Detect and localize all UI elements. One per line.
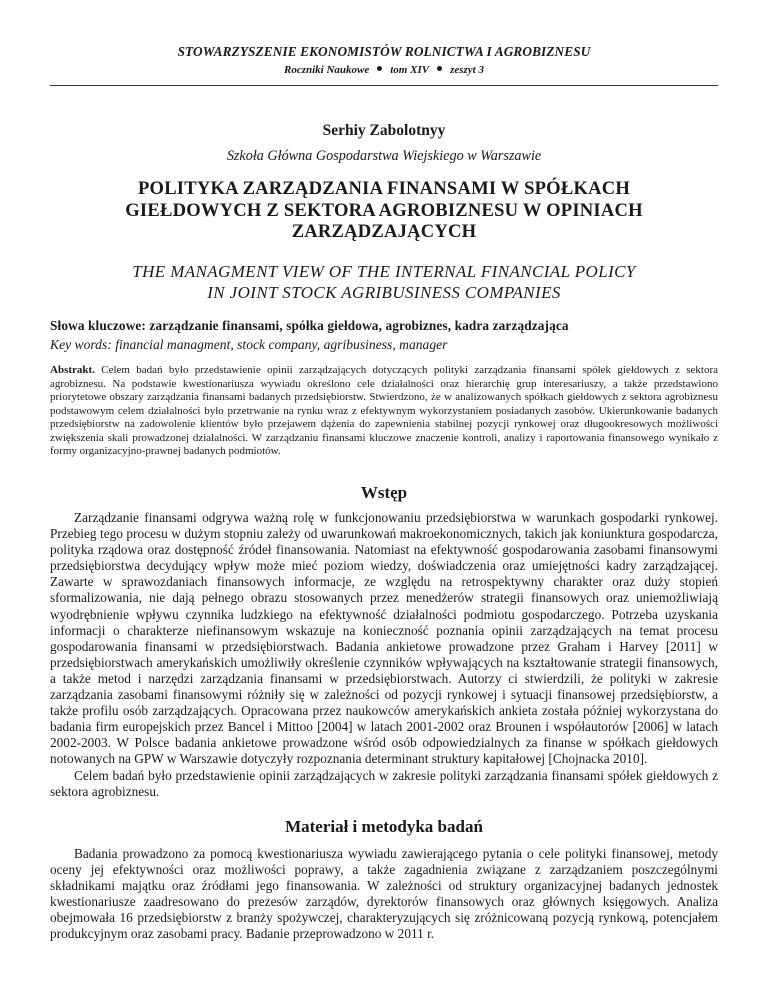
- journal-info: [50, 64, 718, 76]
- abstract: [50, 364, 718, 459]
- section-heading-methods: Materiał i metodyka badań: [285, 817, 483, 836]
- header-divider: [50, 85, 718, 86]
- keywords-english: Key words: financial managment, stock company, agribusiness, manager: [50, 337, 448, 352]
- methods-paragraph-1: Badania prowadzono za pomocą kwestionariusza wywiadu zawierającego pytania o cele polityki finansowej, metody oceny jej efektywności oraz możliwości poprawy, a także zagadnienia związane z zarządzaniem poszczególnymi składnikami majątku oraz źródłami jego finansowania. W zależności od struktury organizacyjnej badanych jednostek kwestionariusze zaadresowano do prezesów zarządów, dyrektorów finansowych oraz głównych księgowych. Analiza obejmowała 16 przedsiębiorstw z branży spożywczej, charakteryzujących się zróżnicowaną pozycją rynkową, potencjałem produkcyjnym oraz zasobami pracy. Badanie przeprowadzono w 2011 r.: [50, 846, 718, 942]
- author-affiliation: Szkoła Główna Gospodarstwa Wiejskiego w Warszawie: [226, 148, 542, 164]
- bullet-icon: [377, 66, 382, 71]
- title-english: [50, 261, 718, 303]
- section-heading-intro: Wstęp: [360, 483, 408, 502]
- title-english-line: IN JOINT STOCK AGRIBUSINESS COMPANIES: [207, 283, 561, 302]
- title-polish: [50, 178, 718, 243]
- intro-body: [50, 510, 718, 800]
- title-polish-line: ZARZĄDZAJĄCYCH: [291, 221, 477, 242]
- abstract-text: Celem badań było przedstawienie opinii zarządzających dotyczących polityki zarządzania finansami spółek giełdowych z sektora agrobiznesu. Na podstawie kwestionariusza wywiadu określono cele działalności oraz hierarchię grup interesariuszy, a także przedstawiono priorytetowe obszary zarządzania finansami badanych przedsiębiorstw. Stwierdzono, że w analizowanych spółkach giełdowych z sektora agrobiznesu podstawowym celem działalności było przetrwanie na rynku wraz z efektywnym wykorzystaniem posiadanych zasobów. Ukierunkowanie badanych przedsiębiorstw na zadowolenie klientów było przejawem dążenia do zapewnienia stabilnej pozycji rynkowej oraz długookresowych możliwości zwiększenia skali prowadzonej działalności. W zarządzaniu finansami kluczowe znaczenie kontroli, analizy i raportowania finansowego wynikało z formy organizacyjno-prawnej badanych podmiotów.: [50, 364, 718, 457]
- methods-body: [50, 846, 718, 943]
- society-name: STOWARZYSZENIE EKONOMISTÓW ROLNICTWA I AGROBIZNESU: [177, 44, 591, 59]
- title-polish-line: POLITYKA ZARZĄDZANIA FINANSAMI W SPÓŁKACH: [137, 178, 631, 199]
- bullet-icon: [437, 66, 442, 71]
- keywords-polish: Słowa kluczowe: zarządzanie finansami, spółka giełdowa, agrobiznes, kadra zarządzająca: [50, 318, 569, 333]
- intro-paragraph-1: Zarządzanie finansami odgrywa ważną rolę w funkcjonowaniu przedsiębiorstwa w warunkach gospodarki rynkowej. Przebieg tego procesu w dużym stopniu zależy od uwarunkowań makroekonomicznych, takich jak koniunktura gospodarcza, polityka rządowa oraz dostępność źródeł finansowania. Natomiast na efektywność gospodarowania zasobami finansowymi przedsiębiorstwa decydujący wpływ może mieć poziom wiedzy, doświadczenia oraz umiejętności kadry zarządzającej. Zawarte w sprawozdaniach finansowych informacje, ze względu na retrospektywny charakter oraz duży stopień sformalizowania, nie dają pełnego obrazu stosowanych przez menedżerów strategii finansowych oraz uniemożliwiają wyodrębnienie wpływu czynnika ludzkiego na efektywność działalności podmiotu gospodarczego. Potrzeba uzyskania informacji o charakterze niefinansowym wskazuje na konieczność poznania opinii zarządzających na temat procesu gospodarowania finansami w przedsiębiorstwach. Badania ankietowe prowadzone przez Graham i Harvey [2011] w przedsiębiorstwach amerykańskich umożliwiły określenie czynników wpływających na kształtowanie strategii finansowych, a także metod i narzędzi zarządzania finansami w przedsiębiorstwach. Autorzy ci stwierdzili, że polityki w zakresie zarządzania zasobami finansowymi różniły się w zależności od pozycji rynkowej i sytuacji finansowej przedsiębiorstw, a także profilu osób zarządzających. Opracowana przez naukowców amerykańskich ankieta została później wykorzystana do badania firm europejskich przez Bancel i Mittoo [2004] w latach 2001-2002 oraz Brounen i współautorów [2006] w latach 2002-2003. W Polsce badania ankietowe prowadzone wśród osób odpowiedzialnych za finanse w spółkach giełdowych notowanych na GPW w Warszawie dotyczyły rozpoznania determinant struktury kapitałowej [Chojnacka 2010].: [50, 510, 718, 767]
- author-name: Serhiy Zabolotnyy: [322, 122, 446, 139]
- title-polish-line: GIEŁDOWYCH Z SEKTORA AGROBIZNESU W OPINIACH: [125, 199, 643, 221]
- journal-name: Roczniki Naukowe: [283, 64, 370, 76]
- intro-paragraph-2: Celem badań było przedstawienie opinii zarządzających w zakresie polityki zarządzania finansami spółek giełdowych z sektora agrobiznesu.: [50, 767, 718, 799]
- journal-issue: zeszyt 3: [450, 64, 484, 76]
- title-english-line: THE MANAGMENT VIEW OF THE INTERNAL FINANCIAL POLICY: [132, 262, 636, 281]
- abstract-label: Abstrakt.: [50, 364, 95, 376]
- page: [50, 0, 718, 994]
- journal-volume: tom XIV: [390, 64, 430, 76]
